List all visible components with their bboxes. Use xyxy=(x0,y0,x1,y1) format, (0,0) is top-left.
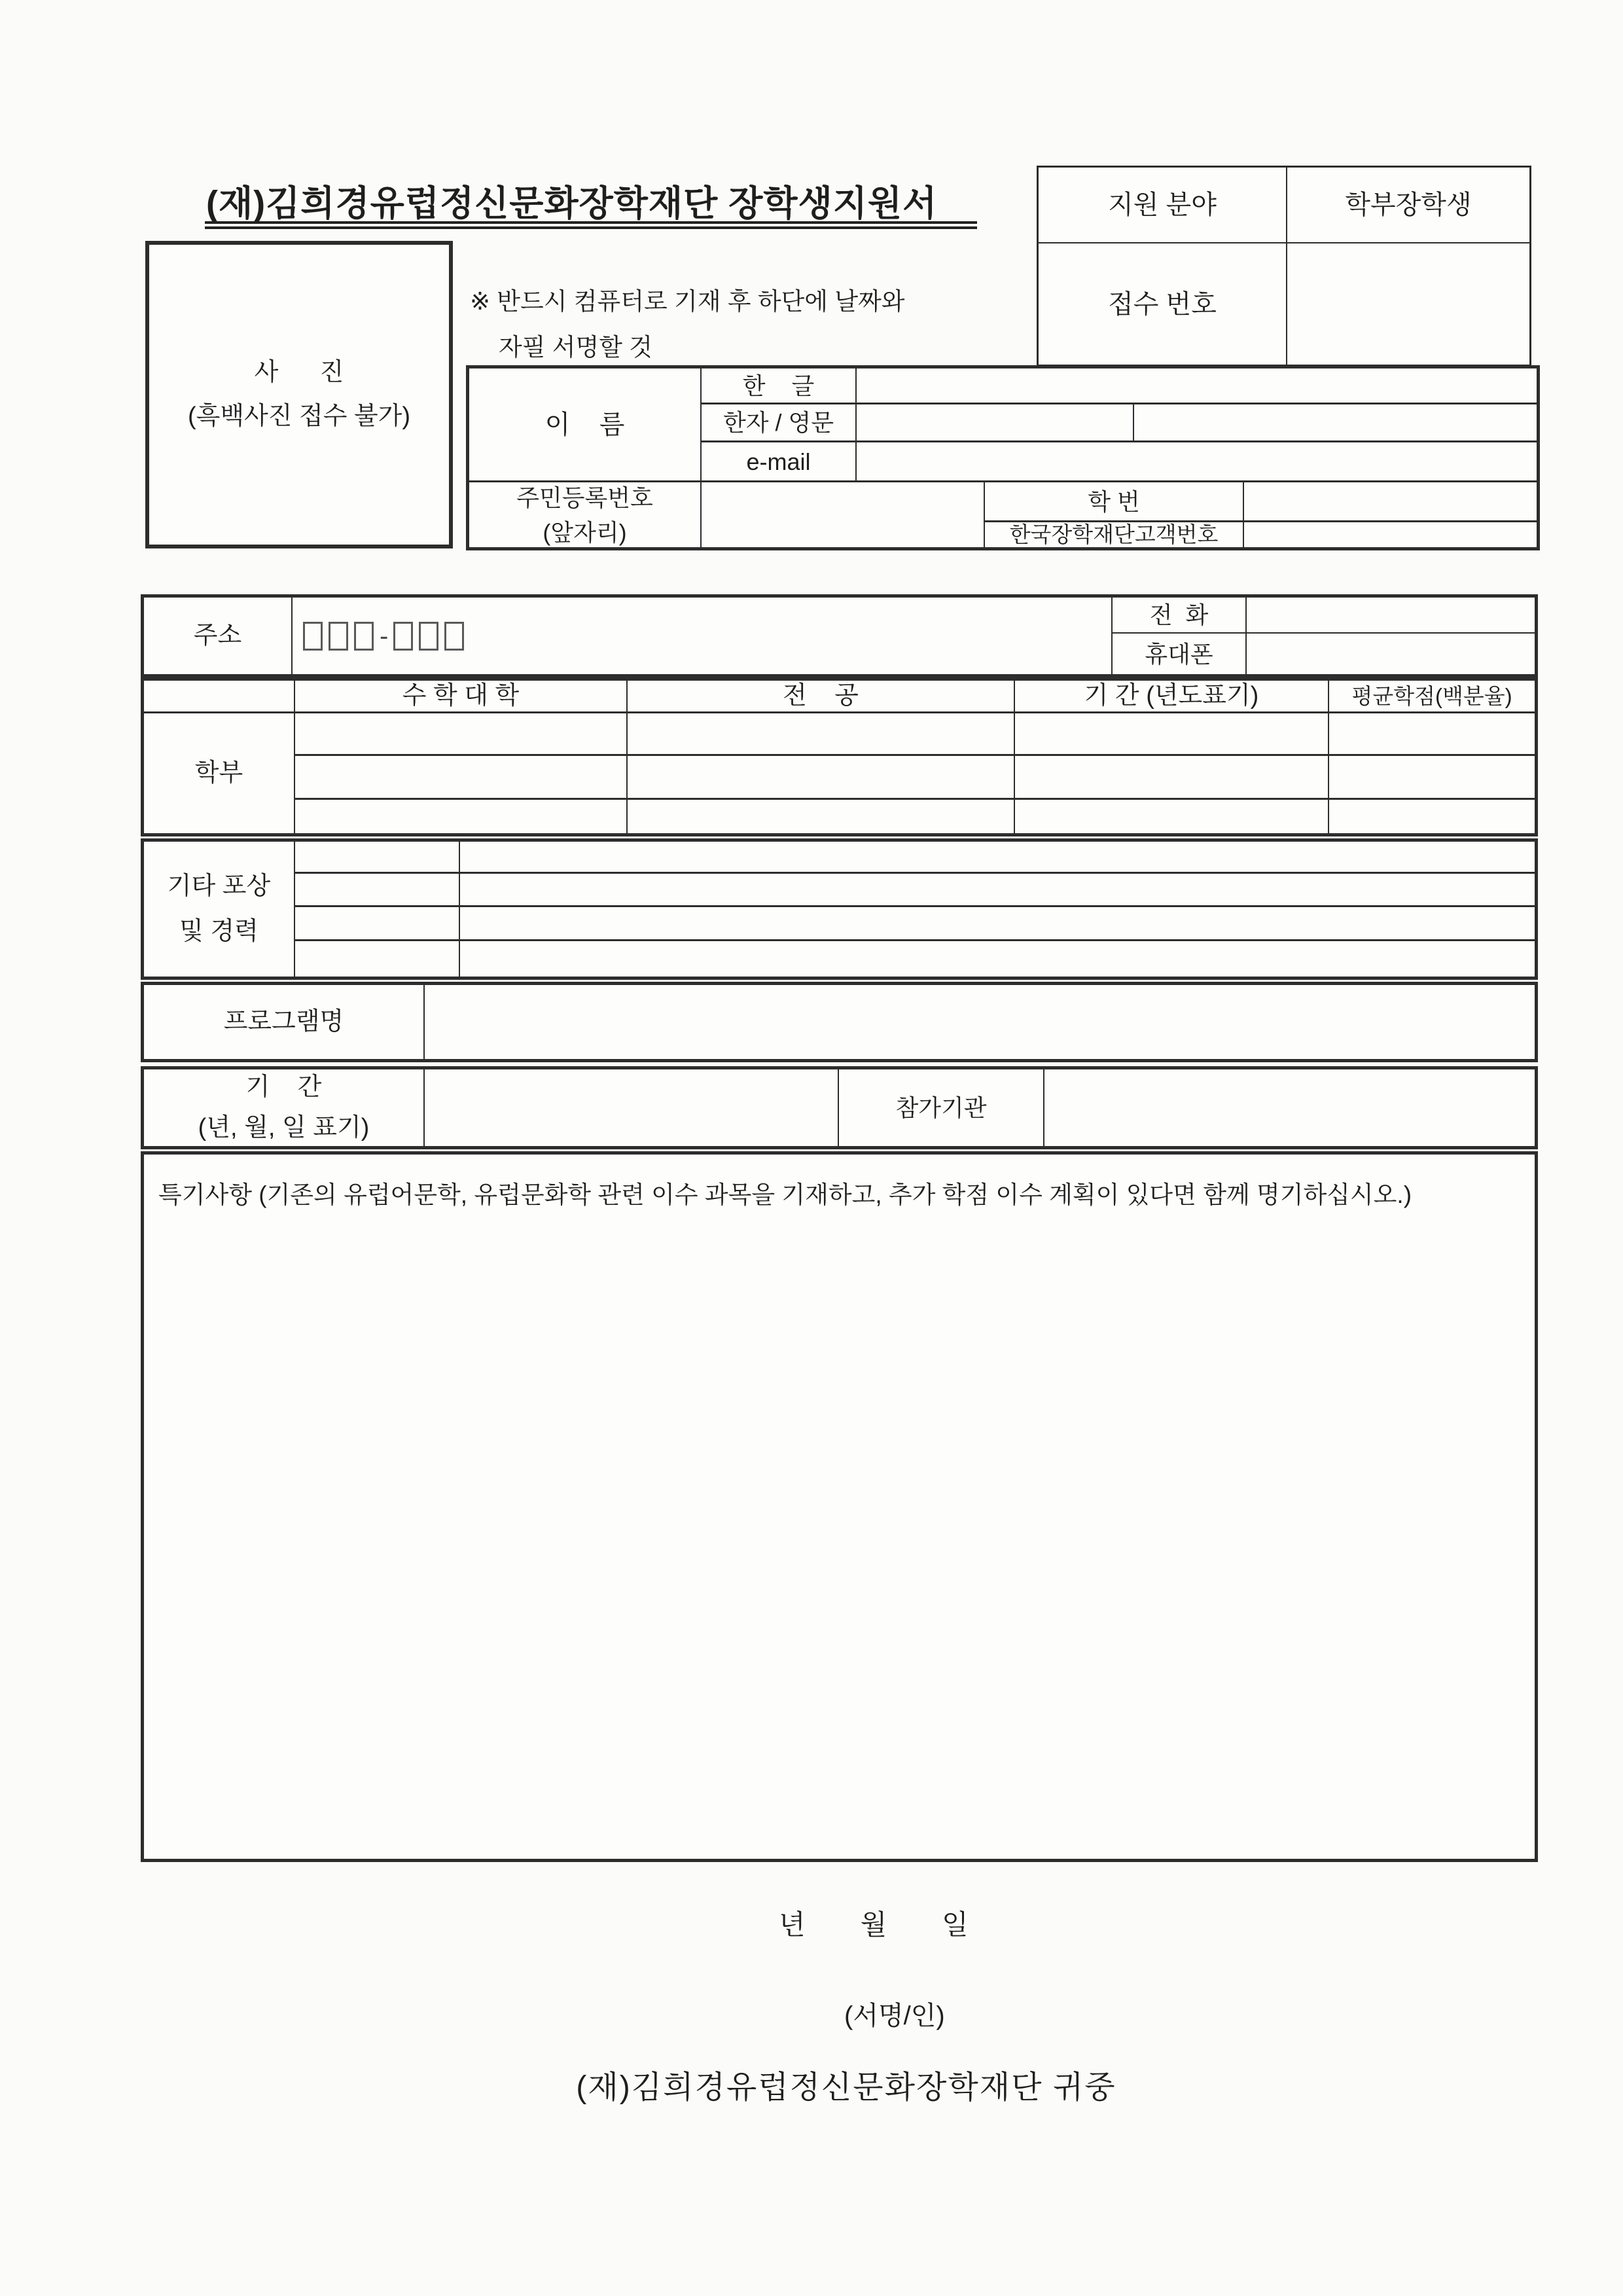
undergrad-cell[interactable] xyxy=(628,756,1015,800)
apply-field-label: 지원 분야 xyxy=(1039,168,1287,243)
photo-box-note: (흑백사진 접수 불가) xyxy=(187,403,411,430)
awards-cell[interactable] xyxy=(295,941,460,977)
period-label-line2: (년, 월, 일 표기) xyxy=(198,1113,370,1141)
kosaf-number-label: 한국장학재단고객번호 xyxy=(985,522,1244,547)
title-double-underline xyxy=(205,221,977,229)
undergrad-cell[interactable] xyxy=(1015,713,1329,756)
date-line: 년 월 일 xyxy=(779,1909,969,1940)
kosaf-number-field[interactable] xyxy=(1244,522,1537,547)
undergrad-header-university: 수 학 대 학 xyxy=(295,681,628,713)
undergrad-cell[interactable] xyxy=(295,713,628,756)
postal-code-box xyxy=(329,622,348,651)
undergrad-cell[interactable] xyxy=(1015,756,1329,800)
apply-field-value: 학부장학생 xyxy=(1287,168,1529,243)
period-field[interactable] xyxy=(425,1069,839,1146)
awards-cell[interactable] xyxy=(460,941,1535,977)
undergrad-cell[interactable] xyxy=(628,713,1015,756)
organization-label: 참가기관 xyxy=(839,1069,1044,1146)
undergrad-cell[interactable] xyxy=(1329,713,1535,756)
awards-cell[interactable] xyxy=(460,874,1535,907)
undergrad-cell[interactable] xyxy=(1329,756,1535,800)
student-number-field[interactable] xyxy=(1244,482,1537,522)
email-label: e-mail xyxy=(702,442,857,482)
jumin-label-line1: 주민등록번호 xyxy=(516,484,653,511)
name-hanja-eng-label: 한자 / 영문 xyxy=(702,404,857,442)
undergrad-cell[interactable] xyxy=(295,756,628,800)
page-title: (재)김희경유럽정신문화장학재단 장학생지원서 xyxy=(206,184,938,223)
awards-cell[interactable] xyxy=(295,842,460,874)
period-label xyxy=(144,1069,425,1146)
address-field[interactable] xyxy=(293,598,1113,674)
undergrad-corner-cell xyxy=(144,681,295,713)
awards-label-line2: 및 경력 xyxy=(179,918,259,945)
undergrad-header-period: 기 간 (년도표기) xyxy=(1015,681,1329,713)
closing-line: (재)김희경유럽정신문화장학재단 귀중 xyxy=(576,2070,1116,2105)
period-table xyxy=(141,1066,1538,1149)
period-label-line1: 기 간 xyxy=(245,1073,322,1101)
name-hangul-label: 한 글 xyxy=(702,368,857,404)
receipt-number-label: 접수 번호 xyxy=(1039,243,1287,365)
undergrad-header-major: 전 공 xyxy=(628,681,1015,713)
awards-cell[interactable] xyxy=(460,842,1535,874)
undergrad-cell[interactable] xyxy=(295,800,628,833)
program-label: 프로그램명 xyxy=(144,985,425,1059)
undergrad-cell[interactable] xyxy=(1015,800,1329,833)
name-hangul-field[interactable] xyxy=(857,368,1537,404)
jumin-label-line2: (앞자리) xyxy=(543,518,627,546)
signature-line: (서명/인) xyxy=(844,2001,945,2030)
undergrad-row-label: 학부 xyxy=(144,713,295,833)
awards-cell[interactable] xyxy=(295,874,460,907)
jumin-field[interactable] xyxy=(702,482,985,547)
remarks-prompt: 특기사항 (기존의 유럽어문학, 유럽문화학 관련 이수 과목을 기재하고, 추가 학점 이수 계획이 있다면 함께 명기하십시오.) xyxy=(158,1181,1412,1208)
postal-code-box xyxy=(444,622,464,651)
instruction-note-line1: ※ 반드시 컴퓨터로 기재 후 하단에 날짜와 xyxy=(470,288,905,315)
postal-code-box xyxy=(419,622,438,651)
program-field[interactable] xyxy=(425,985,1535,1059)
receipt-number-field[interactable] xyxy=(1287,243,1529,365)
awards-label xyxy=(144,842,295,977)
undergrad-table xyxy=(141,677,1538,836)
postal-code-box xyxy=(354,622,374,651)
postal-code-box xyxy=(393,622,413,651)
awards-table xyxy=(141,838,1538,980)
mobile-label: 휴대폰 xyxy=(1113,634,1247,674)
phone-label: 전 화 xyxy=(1113,598,1247,634)
photo-box-label: 사 진 xyxy=(254,358,344,386)
application-meta-table xyxy=(1037,166,1531,367)
organization-field[interactable] xyxy=(1044,1069,1535,1146)
postal-code-box xyxy=(303,622,323,651)
identity-table xyxy=(466,365,1540,550)
postal-code-dash: - xyxy=(380,621,389,651)
instruction-note-line2: 자필 서명할 것 xyxy=(499,334,653,361)
mobile-field[interactable] xyxy=(1247,634,1535,674)
student-number-label: 학 번 xyxy=(985,482,1244,522)
name-hanja-field[interactable] xyxy=(857,404,1134,442)
awards-cell[interactable] xyxy=(460,907,1535,941)
phone-field[interactable] xyxy=(1247,598,1535,634)
address-table xyxy=(141,594,1538,677)
undergrad-cell[interactable] xyxy=(1329,800,1535,833)
name-label: 이 름 xyxy=(469,368,702,482)
awards-cell[interactable] xyxy=(295,907,460,941)
jumin-label xyxy=(469,482,702,547)
undergrad-header-gpa: 평균학점(백분율) xyxy=(1329,681,1535,713)
address-label: 주소 xyxy=(144,598,293,674)
program-table xyxy=(141,982,1538,1062)
remarks-box[interactable] xyxy=(141,1151,1538,1862)
name-english-field[interactable] xyxy=(1134,404,1537,442)
email-field[interactable] xyxy=(857,442,1537,482)
awards-label-line1: 기타 포상 xyxy=(167,872,271,900)
undergrad-cell[interactable] xyxy=(628,800,1015,833)
photo-box xyxy=(145,241,453,548)
